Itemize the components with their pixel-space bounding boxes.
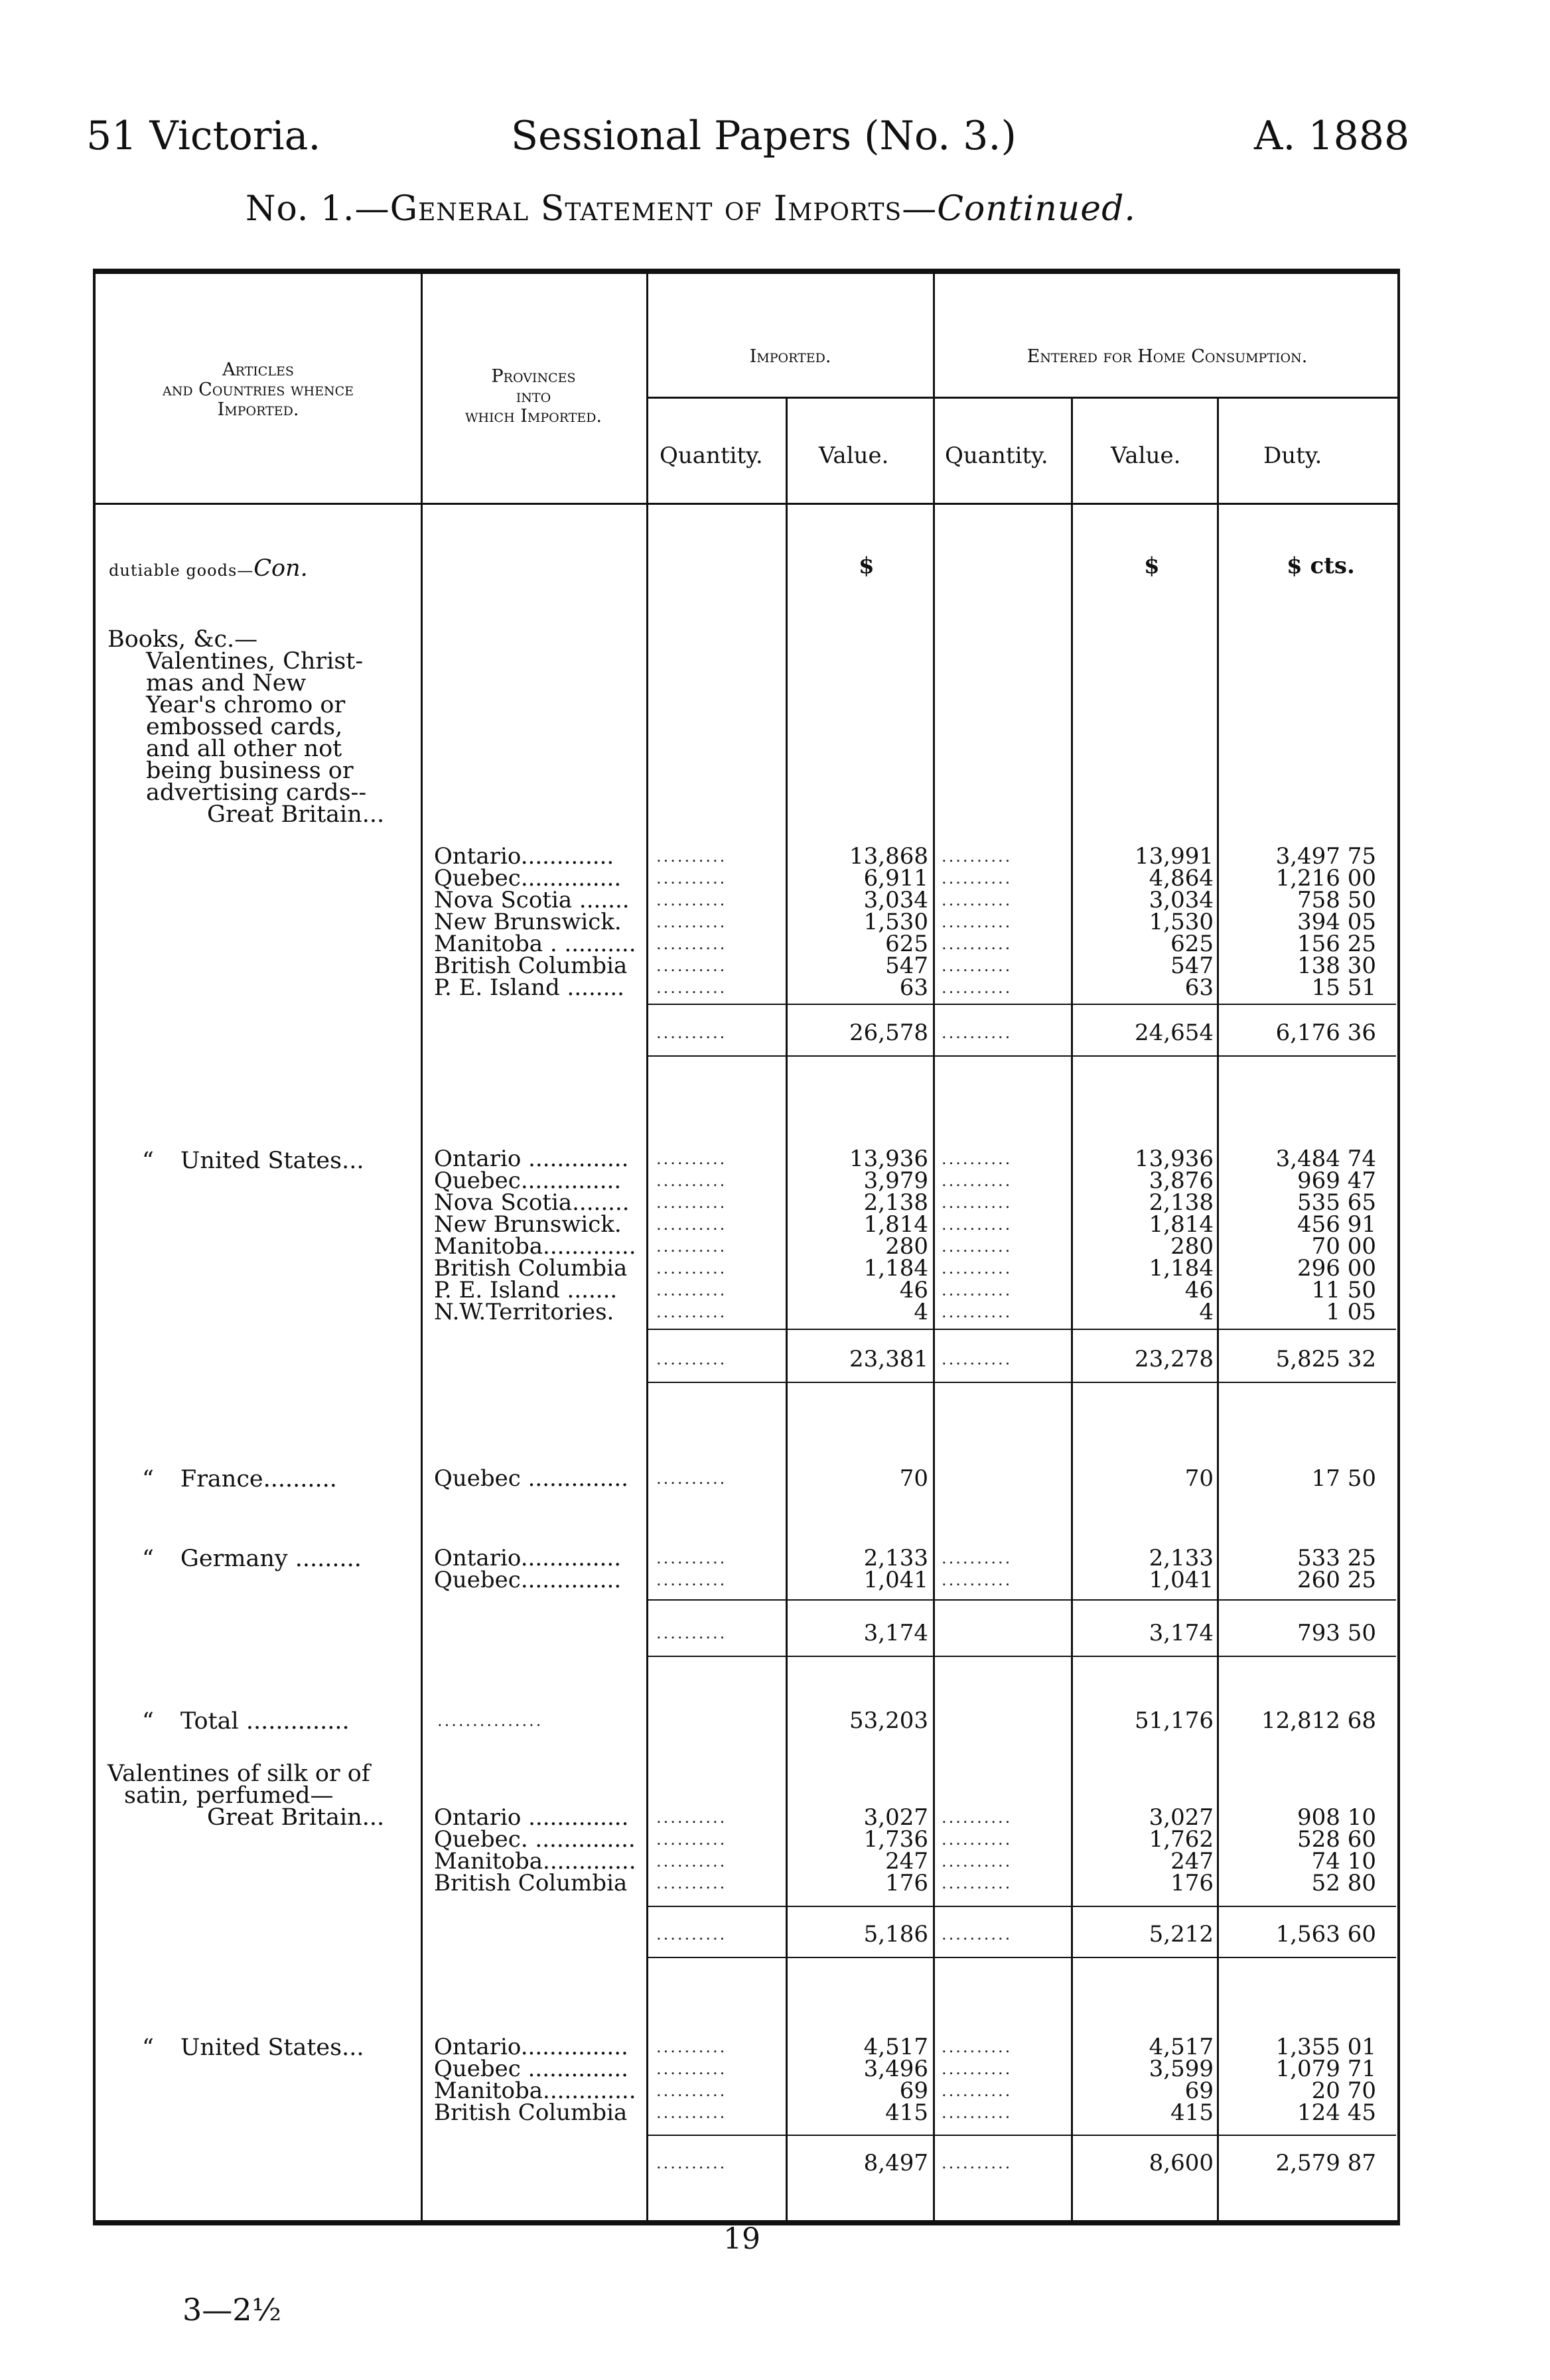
article-silk-valentines: Valentines of silk or of satin, perfumed— Great Britain... [107,1760,385,1831]
gb-subtotal-rule [648,1004,1396,1005]
france-label: “ France.......... [142,1466,337,1492]
total-duty: 12,812 68 [1261,1707,1376,1734]
silk-us-total-value: 8,497 [863,2150,928,2176]
germany-quantity2-dots: .......... .......... [942,1549,1013,1589]
germany-total-duty: 793 50 [1297,1620,1376,1646]
col-divider-articles [421,274,423,2224]
germany-provinces: Ontario.............. Quebec.............. [434,1545,622,1593]
us-total-dots: .......... [656,1350,727,1368]
gb-total-dots2: .......... [942,1024,1013,1042]
us-total-value: 23,381 [849,1346,928,1372]
duty-unit: $ cts. [1287,553,1355,579]
france-province: Quebec .............. [434,1465,628,1492]
gb-values: 13,868 6,911 3,034 1,530 625 547 63 [849,843,928,1001]
germany-total-dots: .......... [656,1624,727,1642]
silk-gb-quantity2-dots: .......... .......... .......... .......... [942,1808,1013,1892]
silk-gb-values: 3,027 1,736 247 176 [863,1804,928,1896]
germany-subtotal-rule [648,1599,1396,1601]
silk-us-provinces: Ontario............... Quebec .............. Manitoba............. British Columbia [434,2034,636,2126]
value-unit: $ [859,553,875,579]
silk-gb-total-value2: 5,212 [1149,1921,1214,1948]
germany-total-value2: 3,174 [1149,1620,1214,1646]
germany-duties: 533 25 260 25 [1297,1545,1376,1593]
us-total-duty: 5,825 32 [1275,1346,1376,1372]
silk-us-quantity-dots: .......... .......... .......... .......... [656,2038,727,2122]
gb-provinces: Ontario............. Quebec.............. Nova Scotia ....... New Brunswick. Manitoba . .......... British Columbia P. E. Island ........ [434,843,636,1001]
quantity2-heading: Quantity. [945,442,1048,469]
us-values: 13,936 3,979 2,138 1,814 280 1,184 46 4 [849,1146,928,1325]
us-total-value2: 23,278 [1135,1346,1214,1372]
silk-us-total-dots2: .......... [942,2154,1013,2172]
statement-continued: Continued. [937,189,1136,229]
total-label: “ Total .............. [142,1708,350,1735]
silk-gb-values2: 3,027 1,762 247 176 [1149,1804,1214,1896]
silk-us-subtotal-rule [648,2135,1396,2136]
gb-total-value2: 24,654 [1135,1020,1214,1046]
col-divider-provinces [646,274,648,2224]
france-quantity-dots: .......... [656,1469,727,1488]
gb-quantity-dots: .......... .......... .......... .......... .......... .......... .......... [656,847,727,997]
us-values2: 13,936 3,876 2,138 1,814 280 1,184 46 4 [1135,1146,1214,1325]
us-duties: 3,484 74 969 47 535 65 456 91 70 00 296 00 11 50 1 05 [1275,1146,1376,1325]
total-value2: 51,176 [1135,1707,1214,1734]
imports-table [93,269,1400,2225]
us-provinces: Ontario .............. Quebec.............. Nova Scotia........ New Brunswick. Manitoba............. British Columbia P. E. Island ....... N.W.Territories. [434,1146,636,1325]
value-heading: Value. [819,442,889,469]
silk-gb-subtotal-rule [648,1906,1396,1907]
france-duty: 17 50 [1311,1465,1376,1492]
gb-duties: 3,497 75 1,216 00 758 50 394 05 156 25 138 30 15 51 [1275,843,1376,1001]
germany-values2: 2,133 1,041 [1149,1545,1214,1593]
col-divider-value2 [1217,397,1219,2224]
silk-gb-duties: 908 10 528 60 74 10 52 80 [1297,1804,1376,1896]
france-value2: 70 [1184,1465,1214,1492]
silk-us-values: 4,517 3,496 69 415 [863,2034,928,2126]
signature-mark: 3—2½ [182,2292,282,2328]
us-quantity-dots: .......... .......... .......... .......... .......... .......... .......... .......... [656,1150,727,1321]
col-divider-quantity2 [1071,397,1073,2224]
silk-gb-total-value: 5,186 [863,1921,928,1948]
gb-values2: 13,991 4,864 3,034 1,530 625 547 63 [1135,843,1214,1001]
silk-gb-total-dots: .......... [656,1925,727,1944]
germany-values: 2,133 1,041 [863,1545,928,1593]
gb-total-dots: .......... [656,1024,727,1042]
silk-us-total-value2: 8,600 [1149,2150,1214,2176]
silk-us-label: “ United States... [142,2034,364,2061]
us-subtotal-rule [648,1329,1396,1330]
page-number: 19 [723,2222,760,2256]
total-province-dots: ............... [437,1711,543,1730]
germany-total-rule [648,1656,1396,1657]
provinces-heading: Provinces into which Imported. [464,366,602,427]
header-center: Sessional Papers (No. 3.) [511,113,1017,159]
gb-total-duty: 6,176 36 [1275,1020,1376,1046]
total-value: 53,203 [849,1707,928,1734]
article-books-valentines: Books, &c.— Valentines, Christ- mas and New Year's chromo or embossed cards, and all other not being business or advertising cards-- Great Britain... [107,626,385,828]
duty-heading: Duty. [1263,442,1322,469]
germany-total-value: 3,174 [863,1620,928,1646]
us-quantity2-dots: .......... .......... .......... .......... .......... .......... .......... .......... [942,1150,1013,1321]
silk-us-total-duty: 2,579 87 [1275,2150,1376,2176]
silk-gb-provinces: Ontario .............. Quebec. .............. Manitoba............. British Columbia [434,1804,636,1896]
gb-total-value: 26,578 [849,1020,928,1046]
germany-quantity-dots: .......... .......... [656,1549,727,1589]
header-subrule [648,397,1397,399]
germany-label: “ Germany ......... [142,1546,362,1572]
gb-total-rule [648,1055,1396,1057]
value2-unit: $ [1144,553,1160,579]
statement-name: General Statement of Imports [389,189,902,229]
silk-gb-quantity-dots: .......... .......... .......... .......... [656,1808,727,1892]
header-left: 51 Victoria. [86,113,321,159]
silk-us-quantity2-dots: .......... .......... .......... .......... [942,2038,1013,2122]
silk-gb-total-duty: 1,563 60 [1275,1921,1376,1948]
value2-heading: Value. [1111,442,1181,469]
imported-heading: Imported. [749,346,831,367]
silk-us-duties: 1,355 01 1,079 71 20 70 124 45 [1275,2034,1376,2126]
header-right: A. 1888 [1254,113,1410,159]
gb-quantity2-dots: .......... .......... .......... .......... .......... .......... .......... [942,847,1013,997]
us-total-rule [648,1382,1396,1383]
entered-heading: Entered for Home Consumption. [1026,346,1308,367]
header-rule [96,503,1397,505]
us-total-dots2: .......... [942,1350,1013,1368]
silk-gb-total-dots2: .......... [942,1925,1013,1944]
articles-heading: Articles and Countries whence Imported. [163,360,354,420]
col-divider-quantity [786,397,788,2224]
page-header [86,99,1446,172]
col-divider-imported [933,274,935,2224]
silk-gb-total-rule [648,1957,1396,1958]
france-value: 70 [899,1465,928,1492]
statement-number: No. 1. [246,189,355,229]
quantity-heading: Quantity. [660,442,763,469]
statement-title: No. 1.—General Statement of Imports—Continued. [246,189,1136,229]
us-label: “ United States... [142,1148,364,1174]
section-label: dutiable goods—Con. [109,555,308,582]
silk-us-total-dots: .......... [656,2154,727,2172]
silk-us-values2: 4,517 3,599 69 415 [1149,2034,1214,2126]
